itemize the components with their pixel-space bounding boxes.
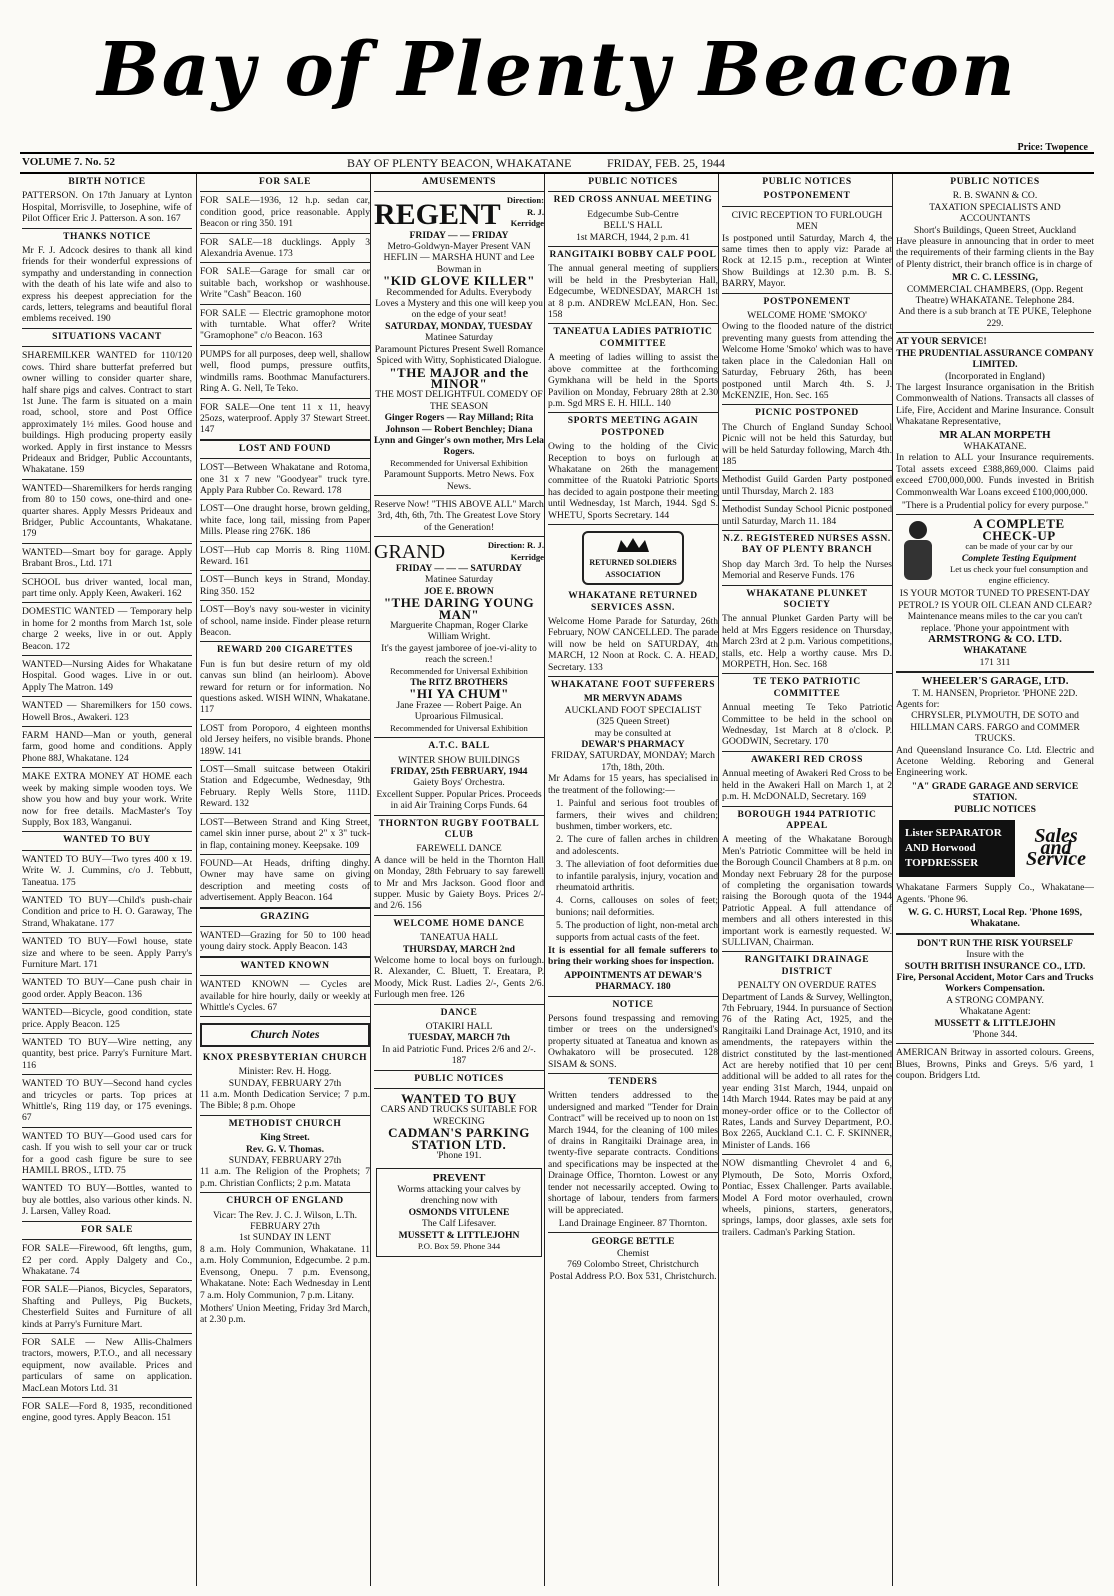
hurst: W. G. C. HURST, Local Rep. 'Phone 169S, Whakatane. (907, 906, 1083, 930)
whakatane-agent: Whakatane Agent: (959, 1006, 1031, 1018)
drainage-text: Department of Lands & Survey, Wellington, 7th February, 1944. In pursuance of Section 76 of the Rating Act, 1925, and the Rangitaiki Land Drainage Act, 1910, and its amendments, the ratepayers within the district constituted by the last-mentioned Act are hereby notified that 10 per cent additional will be added to all rates for the year ending 31st March, 1944, unpaid on 14th March 1944. Rates may be paid at any money-order office or to the Collector of Rates, Lands and Survey Department, P.O. Box 2265, Auckland C.1. C. F. SKINNER, Minister of Lands. 166 (722, 991, 892, 1151)
swann-title: TAXATION SPECIALISTS AND ACCOUNTANTS (929, 201, 1061, 225)
strong-company: A STRONG COMPANY. (946, 994, 1044, 1006)
ad-school-bus: SCHOOL bus driver wanted, local man, part time only. Apply Keen, Awakeri. 162 (22, 576, 192, 599)
foot-list-item: 3. The alleviation of foot deformities due to infantile paralysis, injury, vocation and rheumatoid arthritis. (556, 859, 718, 893)
dance-text: In aid Patriotic Fund. Prices 2/6 and 2/-. 187 (382, 1043, 536, 1067)
grand-fri-sat: FRIDAY — — — SATURDAY (395, 563, 523, 574)
welcome-venue: TANEATUA HALL (420, 932, 498, 944)
dont-risk: DON'T RUN THE RISK YOURSELF (916, 937, 1074, 949)
notice-heading: NOTICE (612, 999, 654, 1010)
rsa-heading: WHAKATANE RETURNED SERVICES ASSN. (568, 591, 698, 613)
hansen: T. M. HANSEN, Proprietor. 'PHONE 22D. (912, 687, 1078, 699)
civic-text: Is postponed until Saturday, March 4, the same times then to apply viz: Parade at Rock at 12.15 p.m., reception at Winter Show Buildings at 12.30 p.m. B. S. BARRY, Mayor. (722, 232, 892, 290)
regent-title: REGENT (374, 197, 501, 231)
regent-supports: Paramount Supports. Metro News. Fox News. (383, 469, 535, 492)
ad-sou-wester: LOST—Boy's navy sou-wester in vicinity of school, name inside. Finder please return Beacon. (200, 604, 370, 638)
teteko-heading: TE TEKO PATRIOTIC COMMITTEE (753, 677, 861, 699)
column-5 (718, 174, 892, 1586)
welcome-text: Welcome home to local boys on furlough. R. Alexander, C. Bluett, T. Ereatara, P. Moody, Mick Rust. Ladies 2/-, Gents 2/6. Furlough men free. 126 (374, 955, 544, 1001)
prudential-text: The largest Insurance organisation in the British Commonwealth of Nations. Transacts all classes of Life, Fire, Accident and Marine Insurance. Consult Whakatane Representative, (896, 381, 1094, 428)
farmers-supply: Whakatane Farmers Supply Co., Whakatane—Agents. 'Phone 96. (896, 882, 1094, 905)
south-british: SOUTH BRITISH INSURANCE CO., LTD. (904, 960, 1086, 972)
column-6 (892, 174, 1094, 1586)
dance-heading: DANCE (440, 1007, 478, 1018)
ad-hub-cap: LOST—Hub cap Morris 8. Ring 110M. Reward. 161 (200, 544, 370, 567)
agents-for: Agents for: (896, 699, 940, 711)
foot-dates: FRIDAY, SATURDAY, MONDAY; March 17th, 18th, 20th. (551, 750, 715, 773)
coe-times: 8 a.m. Holy Communion, Whakatane. 11 a.m. Holy Communion, Edgecumbe. 2 p.m. Evensong, Onepu. 7 p.m. Evensong, Whakatane. Note: Each Wednesday in Lent 7 a.m. Holy Communion, 7 p.m. Litany. (200, 1243, 370, 1301)
ad-pianos: FOR SALE—Pianos, Bicycles, Separators, Shafting and Pulleys, Pig Buckets, Chesterfield Suites and Furniture of all kinds at Parry's Furniture Mart. (22, 1284, 192, 1330)
cadmans: CADMAN'S PARKING STATION LTD. (388, 1125, 530, 1152)
column-4 (544, 174, 718, 1586)
ad-firewood: FOR SALE—Firewood, 6ft lengths, gum, £2 per cord. Apply Dalgety and Co., Whakatane. 74 (22, 1243, 192, 1277)
coe-vicar: Vicar: The Rev. J. C. J. Wilson, L.Th. (212, 1209, 358, 1221)
public-notices-2: PUBLIC NOTICES (954, 803, 1036, 815)
church-notes-banner: Church Notes (200, 1023, 370, 1046)
te-puke-branch: And there is a sub branch at TE PUKE, Telephone 229. (898, 306, 1092, 329)
rsa-emblem-icon (582, 531, 684, 585)
smoko-text: Owing to the flooded nature of the district preventing many guests from attending the Welcome Home 'Smoko' which was to have taken place in the Caledonian Hall on Saturday, February 26th, has been postponed until March 4th. S. J. McKENZIE, Hon. Sec. 165 (722, 321, 892, 401)
ad-used-cars: WANTED TO BUY—Good used cars for cash. If you wish to sell your car or truck for a good cash figure be sure to see HAMILL BROS., LTD. 75 (22, 1130, 192, 1177)
prudential-name: THE PRUDENTIAL ASSURANCE COMPANY LIMITED. (896, 347, 1094, 371)
adams-address: (325 Queen Street) (596, 716, 670, 728)
ad-allis: FOR SALE — New Allis-Chalmers tractors, mowers, P.T.O., and all necessary equipment, now available. Prices and particulars of same on application. MacLean Motors Ltd. 31 (22, 1336, 192, 1394)
wtb-heading: WANTED TO BUY (63, 835, 151, 846)
ml-phone: 'Phone 344. (972, 1028, 1018, 1040)
ad-bicycle: WANTED—Bicycle, good condition, state price. Apply Beacon. 125 (22, 1007, 192, 1030)
issue-date: FRIDAY, FEB. 25, 1944 (607, 156, 726, 170)
awakeri-text: Annual meeting of Awakeri Red Cross to be held in the Awakeri Hall on March 1, at 2 p.m. H. McDONALD, Secretary. 169 (722, 768, 892, 803)
smoko-heading: WELCOME HOME 'SMOKO' (747, 310, 867, 322)
prevent-title: PREVENT (432, 1171, 486, 1184)
ad-lost-tyre: LOST—Between Whakatane and Rotoma, one 31 x 7 new "Goodyear" truck tyre. Apply Para Rubber Co. Reward. 178 (200, 462, 370, 496)
vitulene-ad (376, 1168, 542, 1258)
rsa-emblem-label: RETURNED SOLDIERS ASSOCIATION (589, 558, 677, 579)
grand-direction: Direction: R. J. Kerridge (487, 540, 544, 562)
thornton-heading: THORNTON RUGBY FOOTBALL CLUB (378, 818, 540, 840)
regent-friday: FRIDAY — — FRIDAY (409, 229, 509, 241)
atc-heading: A.T.C. BALL (428, 741, 490, 752)
knox-minister: Minister: Rev. H. Hogg. (238, 1066, 332, 1078)
mothers-union: Mothers' Union Meeting, Friday 3rd March, at 2.30 p.m. (200, 1302, 370, 1326)
ad-cane-chair: WANTED TO BUY—Cane push chair in good order. Apply Beacon. 136 (22, 977, 192, 1000)
calf-lifesaver: The Calf Lifesaver. (421, 1218, 497, 1230)
tenders-signature: Land Drainage Engineer. 87 Thornton. (558, 1217, 708, 1229)
ad-keys: LOST—Bunch keys in Strand, Monday. Ring 350. 152 (200, 574, 370, 597)
foot-list-item: 5. The production of light, non-metal arch supports from actual casts of the feet. (556, 920, 718, 943)
lessing-name: MR C. C. LESSING, (952, 272, 1038, 284)
hi-ya-chum: "HI YA CHUM" (409, 686, 509, 702)
ad-sharemilker: SHAREMILKER WANTED for 110/120 cows. Third share butterfat preferred but owner willing to consider quarter share, half share pigs and calves. Contract to start 1st June. The farm is situated on a main road, school, store and Post Office approximately 1½ miles. Good house and buildings. High producing property easily worked. Apply in first instance to Messrs Prideaux and Bridger, Public Accountants, Whakatane. 159 (22, 350, 192, 476)
atc-desc: Excellent Supper. Popular Prices. Proceeds in aid Air Training Corps Funds. 64 (376, 788, 542, 812)
coe-lent: 1st SUNDAY IN LENT (239, 1232, 331, 1244)
methodist-heading: METHODIST CHURCH (228, 1118, 342, 1129)
foot-list (556, 798, 718, 943)
adams-name: MR MERVYN ADAMS (583, 693, 683, 705)
daring-desc: It's the gayest jamboree of joe-vi-ality to reach the screen.! (381, 642, 537, 666)
column-1 (22, 174, 192, 1586)
foot-essential: It is essential for all female sufferers to bring their working shoes for inspection. (548, 944, 718, 968)
ad-sharemilkers-howell: WANTED — Sharemilkers for 150 cows. Howell Bros., Awakeri. 123 (22, 700, 192, 723)
dismantling-text: NOW dismantling Chevrolet 4 and 6, Plymouth, De Soto, Morris Oxford, Pontiac, Essex Challenger. Parts available. Model A Ford motor overhauled, crown wheels, pinions, starters, generators, springs, lamps, door glasses, axle sets for trailers. Cadman's Parking Station. (722, 1158, 892, 1238)
ad-tyres: WANTED TO BUY—Two tyres 400 x 19. Write W. J. Cummins, c/o J. Tebbutt, Taneatua. 175 (22, 853, 192, 888)
wtb-box-desc: CARS AND TRUCKS SUITABLE FOR WRECKING (380, 1104, 538, 1127)
ad-grazing: WANTED—Grazing for 50 to 100 head young dairy stock. Apply Beacon. 143 (200, 929, 370, 953)
drainage-heading: RANGITAIKI DRAINAGE DISTRICT (744, 955, 870, 977)
checkup-ad (896, 518, 1094, 588)
american-britway: AMERICAN Britway in assorted colours. Greens, Blues, Browns, Pinks and Greys. 5/6 yard, 1 coupon. Bridgers Ltd. (896, 1047, 1094, 1082)
prudential-incorporated: (Incorporated in England) (945, 370, 1045, 382)
dance-date: TUESDAY, MARCH 7th (408, 1032, 510, 1044)
lister-ad (896, 815, 1094, 882)
ad-farm-hand: FARM HAND—Man or youth, general farm, good home and conditions. Apply Phone 88J, Whakatane. 124 (22, 730, 192, 764)
insure-with: Insure with the (966, 949, 1024, 961)
crown-icon (613, 536, 653, 554)
this-above-all: Reserve Now! "THIS ABOVE ALL" March 3rd, 4th, 6th, 7th. The Greatest Love Story of the Generation! (374, 498, 544, 533)
borough-text: A meeting of the Whakatane Borough Men's Patriotic Committee will be held in the Borough Council Chambers at 8 p.m. on Monday next February 28 for the purpose of completing the organisation towards raising the Borough quota of the 1944 Patriotic Appeal. A full attendance of members and all others interested in this important work is earnestly requested. W. SULLIVAN, Chairman. (722, 834, 892, 948)
foot-list-item: 1. Painful and serious foot troubles of farmers, their wives and children; bushmen, timber workers, etc. (556, 798, 718, 832)
grand-title: GRAND (374, 541, 446, 563)
lost-heading: LOST AND FOUND (238, 443, 332, 454)
plunket-heading: WHAKATANE PLUNKET SOCIETY (746, 588, 868, 610)
mechanic-icon (896, 518, 940, 588)
universal-rec-1: Recommended for Universal Exhibition (390, 457, 528, 468)
volume-number: VOLUME 7. No. 52 (22, 156, 115, 168)
kid-glove-killer: "KID GLOVE KILLER" (382, 273, 536, 289)
thanks-notice: Mr F. J. Adcock desires to thank all kind friends for their wonderful expressions of sympathy and understanding in connection with the death of his late wife and also to express his deepest appreciation for the cards, letters, telegrams and beautiful floral emblems received. 190 (22, 245, 192, 325)
for-sale-heading-2: FOR SALE (258, 177, 312, 187)
column-2 (196, 174, 370, 1586)
methodist-times: 11 a.m. The Religion of the Prophets; 7 p.m. Christian Conflicts; 2 p.m. Matata (200, 1166, 370, 1189)
picnic-heading: PICNIC POSTPONED (755, 408, 859, 419)
universal-rec-3: Recommended for Universal Exhibition (390, 722, 528, 733)
adams-consult: may be consulted at (594, 727, 672, 739)
regent-matinee: Matinee Saturday (425, 332, 493, 344)
taneatua-heading: TANEATUA LADIES PATRIOTIC COMMITTEE (553, 327, 713, 349)
daring-young-man: "THE DARING YOUNG MAN" (383, 595, 535, 622)
prudential-assets: In relation to ALL your Insurance requirements. Total assets exceed £388,869,000. Claims paid exceed £700,000,000. Funds invested in British Commonwealth War Loans exceed £100,000,000. (896, 452, 1094, 498)
awakeri-heading: AWAKERI RED CROSS (750, 754, 864, 765)
mussett-address: P.O. Box 59. Phone 344 (417, 1240, 501, 1251)
ad-gramophone: FOR SALE — Electric gramophone motor with turntable. What offer? Write "Gramophone" c/o Beacon. 163 (200, 307, 370, 342)
plunket-text: The annual Plunket Garden Party will be held at Mrs Eggers residence on Thursday, March 23rd at 2 p.m. Various competitions, stalls, etc. Help a worthy cause. Mrs D. MORPETH, Hon. Sec. 168 (722, 613, 892, 671)
ad-nursing: WANTED—Nursing Aides for Whakatane Hospital. Good wages. Live in or out. Apply The Matron. 149 (22, 659, 192, 693)
dewars-pharmacy: DEWAR'S PHARMACY (581, 739, 685, 751)
atc-venue: WINTER SHOW BUILDINGS (398, 754, 520, 766)
joe-brown: JOE E. BROWN (424, 585, 494, 597)
ad-ducklings: FOR SALE—18 ducklings. Apply 3 Alexandria Avenue. 173 (200, 236, 370, 260)
methodist-street: King Street. (260, 1132, 310, 1144)
ad-second-hand: WANTED TO BUY—Second hand cycles and tricycles or parts. Top prices at Whittle's, Ring 119 day, or 175 evenings. 67 (22, 1078, 192, 1124)
methodist-minister: Rev. G. V. Thomas. (245, 1143, 325, 1155)
tenders-heading: TENDERS (608, 1077, 658, 1088)
teteko-text: Annual meeting Te Teko Patriotic Committee to be held in the school on Wednesday, 1st March at 8 o'clock. P. GOODWIN, Secretary. 170 (722, 702, 892, 748)
major-cast: Ginger Rogers — Ray Milland; Rita Johnson — Robert Benchley; Diana Lynn and Ginger's own mother, Mrs Lela Rogers. (374, 412, 544, 458)
osmonds-vitulene: OSMONDS VITULENE (408, 1206, 510, 1218)
ad-purse: LOST—Between Strand and King Street, camel skin inner purse, about 2" x 3" tuck-in flap, containing money. Keepsake. 109 (200, 816, 370, 851)
ad-garage: FOR SALE—Garage for small car or suitable bach, workshop or washhouse. Write "Cash" Beacon. 160 (200, 266, 370, 301)
regent-sat-mon-tue: SATURDAY, MONDAY, TUESDAY (385, 320, 533, 332)
ad-pumps: PUMPS for all purposes, deep well, shallow well, flood pumps, pressure outfits, windmills rams. Boothmac Manufacturers. Ring A. G. Nell, Te Teko. (200, 348, 370, 395)
car-makes: CHRYSLER, PLYMOUTH, DE SOTO and HILLMAN CARS. FARGO and COMMER TRUCKS. (910, 710, 1080, 745)
public-notices-heading-5: PUBLIC NOTICES (762, 177, 852, 187)
paramount-present: Paramount Pictures Present Swell Romance Spiced with Witty, Sophisticated Dialogue. (374, 343, 544, 367)
situations-heading: SITUATIONS VACANT (52, 331, 162, 342)
ad-push-chair: WANTED TO BUY—Child's push-chair Condition and price to H. O. Garaway, The Strand, Whakatane. 177 (22, 894, 192, 929)
red-cross-heading: RED CROSS ANNUAL MEETING (553, 195, 713, 206)
major-and-minor: "THE MAJOR and the MINOR" (389, 364, 529, 391)
ad-wanted-sharemilkers: WANTED—Sharemilkers for herds ranging from 80 to 150 cows, one-third and one-quarter shares. Apply Messrs Prideaux and Bridger, Public Accountants, Whakatane. 179 (22, 482, 192, 540)
ad-dinghy: FOUND—At Heads, drifting dinghy. Owner may have same on giving description and meeting costs of advertisement. Apply Beacon. 164 (200, 857, 370, 904)
calf-pool-heading: RANGITAIKI BOBBY CALF POOL (549, 250, 717, 261)
bettle-address: 769 Colombo Street, Christchurch (567, 1259, 699, 1271)
knox-heading: KNOX PRESBYTERIAN CHURCH (202, 1052, 368, 1063)
cadmans-phone: 'Phone 191. (436, 1150, 482, 1162)
prevent-desc: Worms attacking your calves by drenching now with (397, 1183, 521, 1207)
birth-heading: BIRTH NOTICE (68, 177, 146, 187)
ad-suitcase: LOST—Small suitcase between Otakiri Station and Edgecumbe, Wednesday, 9th February. Reply Wells Store, 111D. Reward. 132 (200, 764, 370, 810)
swann-address: Short's Buildings, Queen Street, Auckland (913, 224, 1077, 236)
grand-matinee: Matinee Saturday (425, 574, 493, 586)
major-description: THE MOST DELIGHTFUL COMEDY OF THE SEASON (375, 389, 543, 412)
wtb-box-title: WANTED TO BUY (401, 1091, 517, 1107)
armstrong-numbers: 171 311 (979, 656, 1011, 668)
bettle-name: GEORGE BETTLE (591, 1236, 675, 1248)
foot-heading: WHAKATANE FOOT SUFFERERS (550, 680, 716, 691)
taneatua-text: A meeting of ladies willing to assist the above committee at the forthcoming Gymkhana will be held in the Sports Pavilion on Monday, February 28th at 2.30 p.m. Sgd MRS E. H. HILL. 140 (548, 352, 718, 409)
checkup-text: Let us check your fuel consumption and engine efficiency. (950, 564, 1088, 586)
atc-orchestra: Gaiety Boys' Orchestra. (413, 777, 505, 789)
morpeth-name: MR ALAN MORPETH (939, 428, 1051, 441)
methodist-date: SUNDAY, FEBRUARY 27th (228, 1155, 342, 1167)
atc-date: FRIDAY, 25th FEBRUARY, 1944 (390, 765, 528, 777)
ad-ford: FOR SALE—Ford 8, 1935, reconditioned engine, good tyres. Apply Beacon. 151 (22, 1400, 192, 1424)
foot-intro: Mr Adams for 15 years, has specialised in the treatment of the following:— (548, 773, 718, 796)
a-grade: "A" GRADE GARAGE AND SERVICE STATION. (911, 780, 1079, 804)
ad-domestic: DOMESTIC WANTED — Temporary help in home for 2 months from March 1st, sole charge 2 weeks, live in or out. Apply Beacon. 172 (22, 606, 192, 652)
public-notices-heading-6: PUBLIC NOTICES (950, 177, 1040, 187)
bettle-title: Chemist (617, 1247, 649, 1259)
borough-heading: BOROUGH 1944 PATRIOTIC APPEAL (737, 809, 877, 831)
mgm-present: Metro-Goldwyn-Mayer Present VAN HEFLIN — MARSHA HUNT and Lee Bowman in (383, 241, 535, 275)
paper-name: BAY OF PLENTY BEACON, WHAKATANE (347, 156, 572, 170)
sports-heading: SPORTS MEETING AGAIN POSTPONED (567, 416, 699, 438)
ad-fowl-house: WANTED TO BUY—Fowl house, state size and where to be seen. Apply Parry's Furniture Mart. 171 (22, 936, 192, 970)
nurses-heading: N.Z. REGISTERED NURSES ASSN. BAY OF PLENTY BRANCH (723, 533, 891, 556)
ad-make-money: MAKE EXTRA MONEY AT HOME each week by making simple wooden toys. We show you how and buy your work. Write now for free details. MacMaster's Toy Supply, Box 183, Wanganui. (22, 771, 192, 828)
ad-cycles: WANTED KNOWN — Cycles are available for hire hourly, daily or weekly at Whittle's Cycles. 67 (200, 979, 370, 1013)
ritz-brothers: The RITZ BROTHERS (410, 677, 508, 689)
ad-bottles: WANTED TO BUY—Bottles, wanted to buy ale bottles, also various other kinds. N. J. Larsen, Valley Road. (22, 1183, 192, 1218)
ad-sedan: FOR SALE—1936, 12 h.p. sedan car, condition good, price reasonable. Apply Beacon or ring 350. 191 (200, 195, 370, 230)
queensland: And Queensland Insurance Co. Ltd. Electric and Acetone Welding. Reboring and General Engineering work. (896, 744, 1094, 779)
thornton-text: A dance will be held in the Thornton Hall on Monday, 28th February to say farewell to Mr and Mrs Jackson. Good floor and supper. Music by Gaiety Boys. Prices 2/- and 2/6. 156 (374, 854, 544, 912)
welcome-heading: WELCOME HOME DANCE (393, 918, 525, 929)
cigarettes-heading: REWARD 200 CIGARETTES (216, 645, 354, 656)
lister-logo: Lister SEPARATOR AND Horwood TOPDRESSER (899, 820, 1015, 877)
for-sale-heading: FOR SALE (80, 1224, 134, 1235)
picnic-text: The Church of England Sunday School Picnic will not be held this Saturday, but will be held Saturday following, March 4th. 185 (722, 421, 892, 467)
maintenance-text: Maintenance means miles to the car you can't replace. 'Phone your appointment with (907, 611, 1083, 634)
wheeler-name: WHEELER'S GARAGE, LTD. (921, 675, 1069, 688)
birth-notice: PATTERSON. On 17th January at Lynton Hospital, Morrisville, to Josephine, wife of Pilot Officer Eric J. Patterson. A son. 167 (22, 190, 192, 225)
universal-rec-2: Recommended for Universal Exhibition (390, 665, 528, 676)
coe-date: FEBRUARY 27th (250, 1221, 320, 1233)
adams-title: AUCKLAND FOOT SPECIALIST (564, 704, 702, 716)
guild-text: Methodist Guild Garden Party postponed until Thursday, March 2. 183 (722, 474, 892, 497)
testing-equipment: Complete Testing Equipment (961, 552, 1077, 564)
checkup-title: A COMPLETE CHECK-UP (973, 516, 1065, 543)
mussett-littlejohn-3: MUSSETT & LITTLEJOHN (398, 1229, 520, 1241)
armstrong-name: ARMSTRONG & CO. LTD. (928, 633, 1062, 645)
top-rule (20, 152, 1094, 154)
masthead: Bay of Plenty Beacon (97, 27, 1017, 113)
penalty-heading: PENALTY ON OVERDUE RATES (737, 980, 877, 992)
sb-lines: Fire, Personal Accident, Motor Cars and Trucks Workers Compensation. (896, 971, 1094, 995)
knox-date: SUNDAY, FEBRUARY 27th (228, 1077, 342, 1089)
sales-and-service: Sales and Service (1026, 825, 1086, 871)
tenders-text: Written tenders addressed to the undersigned and marked "Tender for Drain Contract" will be received up to noon on 1st March 1944, for the cleaning of 100 miles of drains in Rangitaiki Drainage area, in twenty-five separate contracts. Conditions and specifications may be inspected at the Drainage Office, Thornton. Lowest or any tender not necessarily accepted. Owing to shortage of labour, tenders from farmers will be appreciated. (548, 1090, 718, 1216)
bells-hall: BELL'S HALL (603, 220, 663, 232)
ad-smart-boy: WANTED—Smart boy for garage. Apply Brabant Bros., Ltd. 171 (22, 546, 192, 570)
column-3 (370, 174, 544, 1586)
ad-tent: FOR SALE—One tent 11 x 11, heavy 25ozs, waterproof. Apply 37 Stewart Street. 147 (200, 401, 370, 436)
kid-description: Recommended for Adults. Everybody Loves a Mystery and this one will keep you on the edge of your seat! (375, 286, 543, 321)
regent-direction: Direction: R. J. Kerridge (506, 195, 544, 229)
price: Price: Twopence (1017, 142, 1088, 153)
swann-text: Have pleasure in announcing that in order to meet the requirements of their farming clients in the Bay of Plenty district, their branch office is in charge of (896, 236, 1094, 270)
public-notices-heading-4: PUBLIC NOTICES (588, 177, 678, 187)
at-your-service: AT YOUR SERVICE! (896, 336, 987, 348)
sunday-school-text: Methodist Sunday School Picnic postponed until Saturday, March 11. 184 (722, 504, 892, 527)
dance-venue: OTAKIRI HALL (425, 1021, 493, 1033)
bells-date: 1st MARCH, 1944, 2 p.m. 41 (576, 231, 690, 243)
nurses-text: Shop day March 3rd. To help the Nurses Memorial and Reserve Funds. 176 (722, 558, 892, 582)
grazing-heading: GRAZING (260, 911, 310, 922)
public-notices-heading-3: PUBLIC NOTICES (414, 1073, 504, 1084)
thornton-farewell: FAREWELL DANCE (416, 843, 502, 855)
bettle-postal: Postal Address P.O. Box 531, Christchurch. (549, 1270, 717, 1282)
edgecumbe-sub: Edgecumbe Sub-Centre (587, 208, 679, 220)
calf-pool-text: The annual general meeting of suppliers will be held in the Presbyterian Hall, Edgecumbe, WEDNESDAY, MARCH 1st at 8 p.m. ANDREW McLEAN, Hon. Sec. 158 (548, 263, 718, 321)
checkup-sub: can be made of your car by our (965, 541, 1073, 552)
ad-lost-horse: LOST—One draught horse, brown gelding, white face, long tail, missing from Paper Mills. Please ring 276K. 186 (200, 503, 370, 538)
petrol-question: IS YOUR MOTOR TUNED TO PRESENT-DAY PETROL? IS YOUR OIL CLEAN AND CLEAR? (898, 588, 1092, 611)
postponement-1: POSTPONEMENT (763, 191, 851, 202)
columns (22, 174, 1094, 1588)
daring-cast: Marguerite Chapman, Roger Clarke William Wright. (390, 620, 528, 643)
chum-cast: Jane Frazee — Robert Paige. An Uproarious Filmusical. (396, 699, 522, 723)
lessing-address: COMMERCIAL CHAMBERS, (Opp. Regent Theatre) WHAKATANE. Telephone 284. (906, 283, 1084, 307)
sports-text: Owing to the holding of the Civic Reception to boys on furlough at Whakatane on 26th the management committee of the Ruatoki Patriotic Sports has decided to again postpone their meeting until Wednesday, 1st March, 1944. Sgd S. WHETU, Sports Secretary. 144 (548, 441, 718, 521)
morpeth-place: WHAKATANE. (963, 440, 1027, 452)
armstrong-place: WHAKATANE (963, 645, 1027, 657)
ad-poroporo: LOST from Poroporo, 4 eighteen months old Jersey heifers, no visible brands. Phone 189W. 141 (200, 722, 370, 757)
civic-heading: CIVIC RECEPTION TO FURLOUGH MEN (731, 209, 883, 233)
notice-text: Persons found trespassing and removing timber or trees on the undersigned's property situated at Taneatua and known as Owhakatoro will be prosecuted. 128 SISAM & SONS. (548, 1013, 718, 1070)
ad-cigarettes: Fun is fun but desire return of my old canvas sun blind (an heirloom). Above reward for return or for information. No questions asked. WISH WINN, Whakatane. 117 (200, 658, 370, 716)
foot-list-item: 4. Corns, callouses on soles of feet; bunions; nail deformities. (556, 895, 718, 918)
prudential-quote: "There is a Prudential policy for every purpose." (901, 499, 1089, 511)
ad-wire-netting: WANTED TO BUY—Wire netting, any quantity, best price. Parry's Furniture Mart. 116 (22, 1037, 192, 1071)
swann-name: R. B. SWANN & CO. (952, 190, 1038, 202)
rsa-text: Welcome Home Parade for Saturday, 26th February, NOW CANCELLED. The parade will now be held on SATURDAY, 4th MARCH, 12 Noon at Rock. C. A. HEAD, Secretary. 133 (548, 616, 718, 673)
foot-appointments: APPOINTMENTS AT DEWAR'S PHARMACY. 180 (564, 969, 702, 993)
wanted-known-heading: WANTED KNOWN (240, 960, 330, 971)
thanks-heading: THANKS NOTICE (63, 231, 151, 242)
foot-list-item: 2. The cure of fallen arches in children and adolescents. (556, 834, 718, 857)
mussett-littlejohn-6: MUSSETT & LITTLEJOHN (934, 1017, 1056, 1029)
knox-times: 11 a.m. Month Dedication Service; 7 p.m. The Bible; 8 p.m. Ohope (200, 1089, 370, 1112)
postponement-2: POSTPONEMENT (763, 296, 851, 307)
coe-heading: CHURCH OF ENGLAND (226, 1196, 344, 1207)
amusements-heading: AMUSEMENTS (421, 177, 497, 187)
welcome-date: THURSDAY, MARCH 2nd (402, 943, 516, 955)
